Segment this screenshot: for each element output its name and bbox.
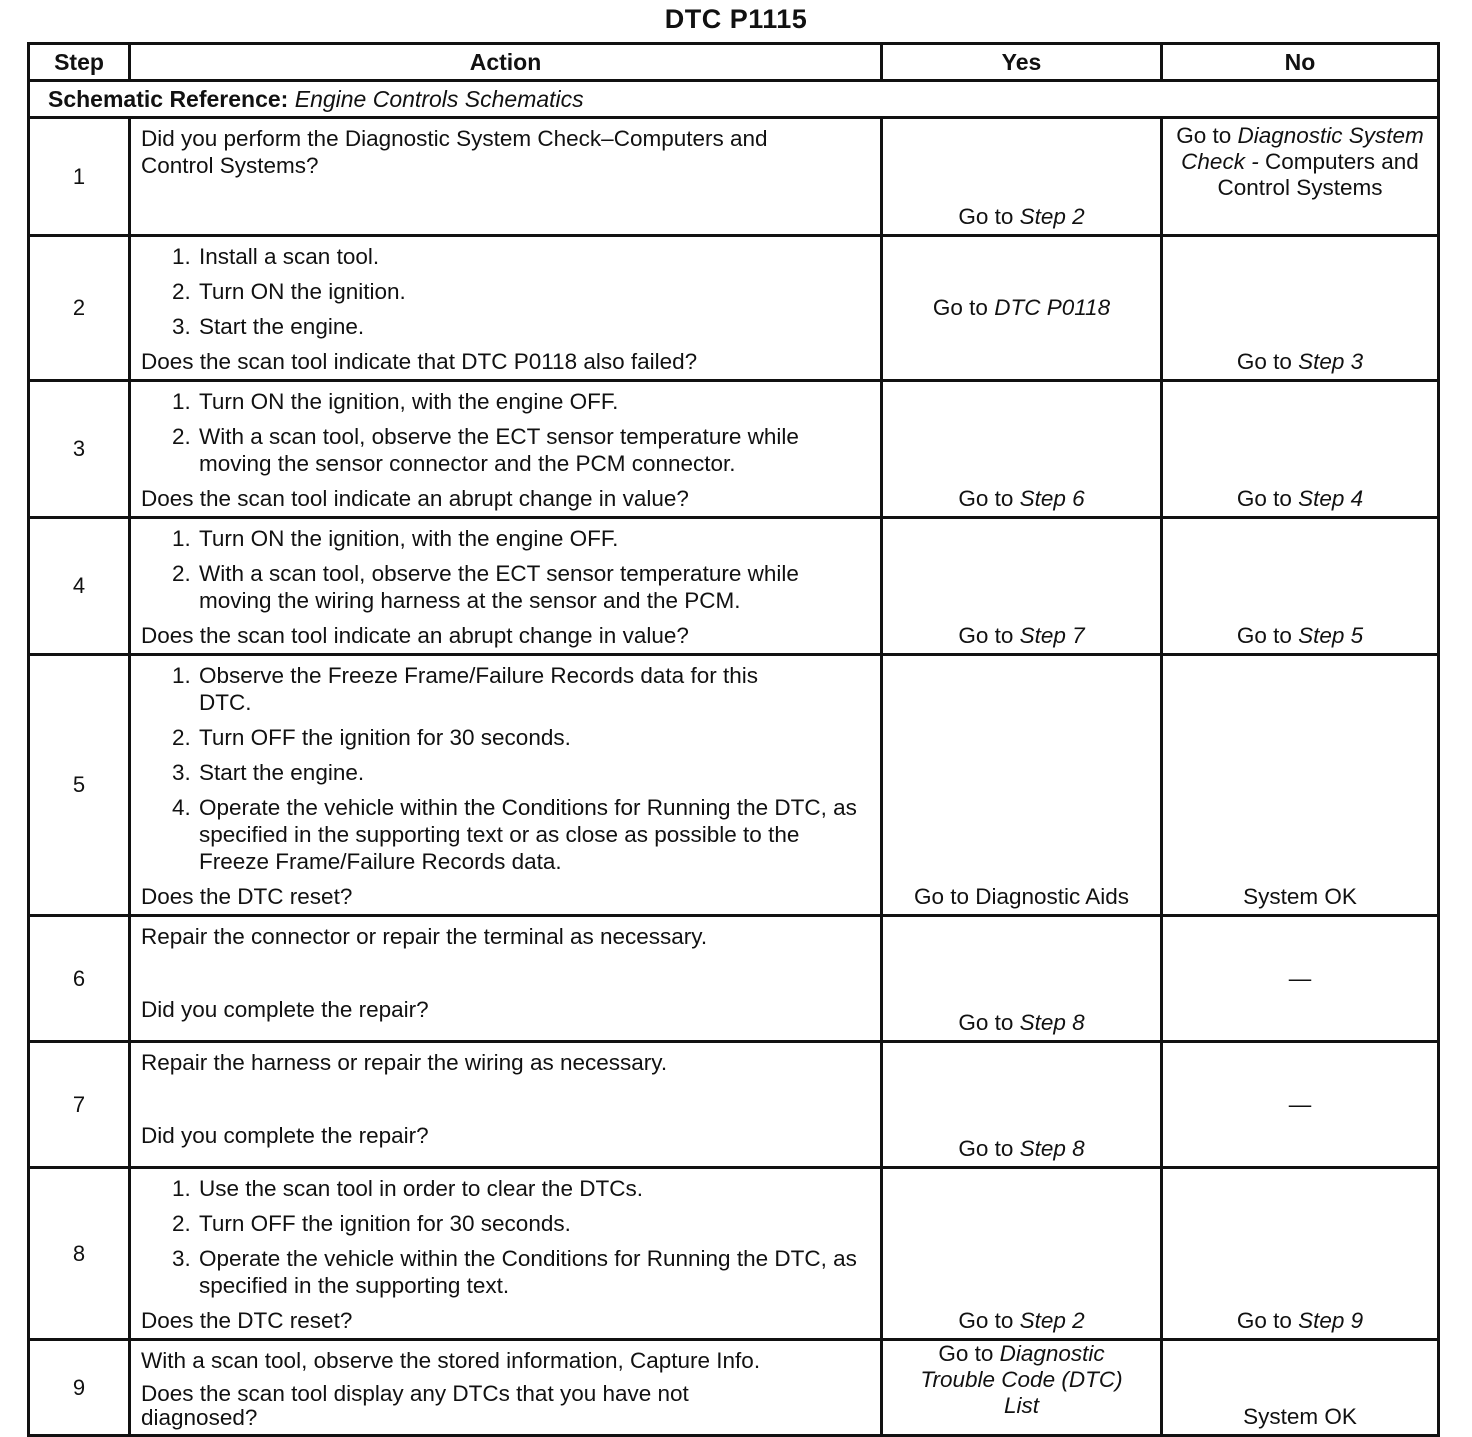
action-cell xyxy=(130,118,882,236)
step-number: 8 xyxy=(29,1168,130,1340)
yes-link[interactable]: Step 8 xyxy=(1019,1136,1085,1161)
action-step: 2. Turn OFF the ignition for 30 seconds. xyxy=(197,1210,870,1237)
yes-link[interactable]: Step 6 xyxy=(1019,486,1085,511)
action-step: 3. Operate the vehicle within the Conditions for Running the DTC, as specified in the supporting text. xyxy=(197,1245,870,1299)
action-question: Did you complete the repair? xyxy=(141,1123,429,1148)
action-step: 1. Use the scan tool in order to clear the DTCs. xyxy=(197,1175,870,1202)
action-question: Does the DTC reset? xyxy=(141,1308,353,1333)
yes-prefix: Go to xyxy=(938,1341,994,1366)
action-question: Did you complete the repair? xyxy=(141,997,429,1022)
yes-cell xyxy=(882,1168,1162,1340)
action-steps xyxy=(141,388,870,477)
yes-link[interactable]: Step 2 xyxy=(1019,1308,1085,1333)
action-question: Did you perform the Diagnostic System Check–Computers and Control Systems? xyxy=(141,126,768,178)
action-steps xyxy=(141,1175,870,1299)
action-step: 1. Turn ON the ignition, with the engine OFF. xyxy=(197,525,870,552)
action-step: 2. Turn ON the ignition. xyxy=(197,278,870,305)
no-cell: System OK xyxy=(1162,1340,1439,1436)
schematic-row xyxy=(29,81,1439,118)
no-link[interactable]: Step 3 xyxy=(1298,349,1364,374)
action-step: 3. Start the engine. xyxy=(197,313,870,340)
yes-prefix: Go to xyxy=(958,486,1014,511)
dtc-table xyxy=(27,42,1440,1437)
step-number: 6 xyxy=(29,916,130,1042)
action-step: 2. Turn OFF the ignition for 30 seconds. xyxy=(197,724,870,751)
action-cell xyxy=(130,1340,882,1436)
action-text: Repair the harness or repair the wiring as necessary. xyxy=(141,1050,668,1075)
header-yes: Yes xyxy=(882,44,1162,81)
action-steps xyxy=(141,525,870,614)
yes-prefix: Go to xyxy=(958,204,1014,229)
action-cell xyxy=(130,518,882,655)
yes-cell xyxy=(882,518,1162,655)
no-prefix: Go to xyxy=(1236,1308,1292,1333)
no-prefix: Go to xyxy=(1176,123,1232,148)
action-steps xyxy=(141,243,870,340)
header-no: No xyxy=(1162,44,1439,81)
action-question: Does the scan tool indicate an abrupt change in value? xyxy=(141,623,689,648)
yes-cell[interactable]: Go to Diagnostic Aids xyxy=(882,655,1162,916)
table-row xyxy=(29,1340,1439,1436)
action-step: 2. With a scan tool, observe the ECT sensor temperature while moving the sensor connector and the PCM connector. xyxy=(197,423,870,477)
step-number: 4 xyxy=(29,518,130,655)
action-question: Does the scan tool indicate an abrupt change in value? xyxy=(141,486,689,511)
table-row xyxy=(29,518,1439,655)
no-cell xyxy=(1162,381,1439,518)
step-number: 3 xyxy=(29,381,130,518)
table-row xyxy=(29,916,1439,1042)
header-step: Step xyxy=(29,44,130,81)
action-step: 1. Turn ON the ignition, with the engine OFF. xyxy=(197,388,870,415)
step-number: 7 xyxy=(29,1042,130,1168)
action-text: With a scan tool, observe the stored information, Capture Info. xyxy=(141,1348,761,1373)
yes-cell xyxy=(882,1042,1162,1168)
schematic-link[interactable]: Engine Controls Schematics xyxy=(294,85,584,112)
table-row xyxy=(29,655,1439,916)
yes-link[interactable]: Step 8 xyxy=(1019,1010,1085,1035)
action-cell xyxy=(130,381,882,518)
yes-prefix: Go to xyxy=(958,1308,1014,1333)
action-question: Does the scan tool display any DTCs that you have not diagnosed? xyxy=(141,1381,689,1430)
step-number: 9 xyxy=(29,1340,130,1436)
table-row xyxy=(29,236,1439,381)
no-prefix: Go to xyxy=(1236,349,1292,374)
yes-link[interactable]: Step 7 xyxy=(1019,623,1085,648)
yes-link[interactable]: Diagnostic Trouble Code (DTC) List xyxy=(920,1341,1123,1418)
no-prefix: Go to xyxy=(1236,623,1292,648)
action-step: 3. Start the engine. xyxy=(197,759,870,786)
no-prefix: Go to xyxy=(1236,486,1292,511)
yes-link[interactable]: DTC P0118 xyxy=(994,295,1111,320)
action-cell xyxy=(130,1042,882,1168)
table-row xyxy=(29,1042,1439,1168)
action-cell xyxy=(130,236,882,381)
step-number: 1 xyxy=(29,118,130,236)
action-question: Does the scan tool indicate that DTC P0118 also failed? xyxy=(141,349,698,374)
yes-cell xyxy=(882,916,1162,1042)
no-link[interactable]: Step 9 xyxy=(1298,1308,1364,1333)
header-row xyxy=(29,44,1439,81)
table-row xyxy=(29,118,1439,236)
yes-prefix: Go to xyxy=(932,295,988,320)
no-cell xyxy=(1162,118,1439,236)
action-cell xyxy=(130,655,882,916)
step-number: 5 xyxy=(29,655,130,916)
yes-cell xyxy=(882,236,1162,381)
table-row xyxy=(29,381,1439,518)
yes-link[interactable]: Step 2 xyxy=(1019,204,1085,229)
page-title: DTC P1115 xyxy=(664,4,808,34)
action-cell xyxy=(130,916,882,1042)
no-cell: — xyxy=(1162,1042,1439,1168)
no-link[interactable]: Diagnostic System Check - xyxy=(1181,123,1424,174)
step-number: 2 xyxy=(29,236,130,381)
action-step: 2. With a scan tool, observe the ECT sensor temperature while moving the wiring harness at the sensor and the PCM. xyxy=(197,560,870,614)
yes-cell xyxy=(882,1340,1162,1436)
yes-prefix: Go to xyxy=(958,623,1014,648)
no-suffix: Computers and Control Systems xyxy=(1217,149,1419,200)
action-step: 4. Operate the vehicle within the Conditions for Running the DTC, as specified in the supporting text or as close as possible to the Freeze Frame/Failure Records data. xyxy=(197,794,870,875)
no-link[interactable]: Step 4 xyxy=(1298,486,1364,511)
no-cell: — xyxy=(1162,916,1439,1042)
action-step: 1. Observe the Freeze Frame/Failure Records data for this DTC. xyxy=(197,662,789,716)
yes-cell xyxy=(882,381,1162,518)
action-step: 1. Install a scan tool. xyxy=(197,243,870,270)
yes-prefix: Go to xyxy=(958,1010,1014,1035)
table-row xyxy=(29,1168,1439,1340)
action-steps xyxy=(141,662,870,875)
schematic-reference xyxy=(29,81,1439,118)
yes-prefix: Go to xyxy=(958,1136,1014,1161)
no-cell xyxy=(1162,236,1439,381)
schematic-label: Schematic Reference: xyxy=(48,85,289,112)
yes-cell xyxy=(882,118,1162,236)
action-text: Repair the connector or repair the terminal as necessary. xyxy=(141,924,708,949)
no-cell xyxy=(1162,1168,1439,1340)
header-action: Action xyxy=(130,44,882,81)
action-question: Does the DTC reset? xyxy=(141,884,353,909)
no-link[interactable]: Step 5 xyxy=(1298,623,1364,648)
no-cell xyxy=(1162,518,1439,655)
no-cell: System OK xyxy=(1162,655,1439,916)
action-cell xyxy=(130,1168,882,1340)
